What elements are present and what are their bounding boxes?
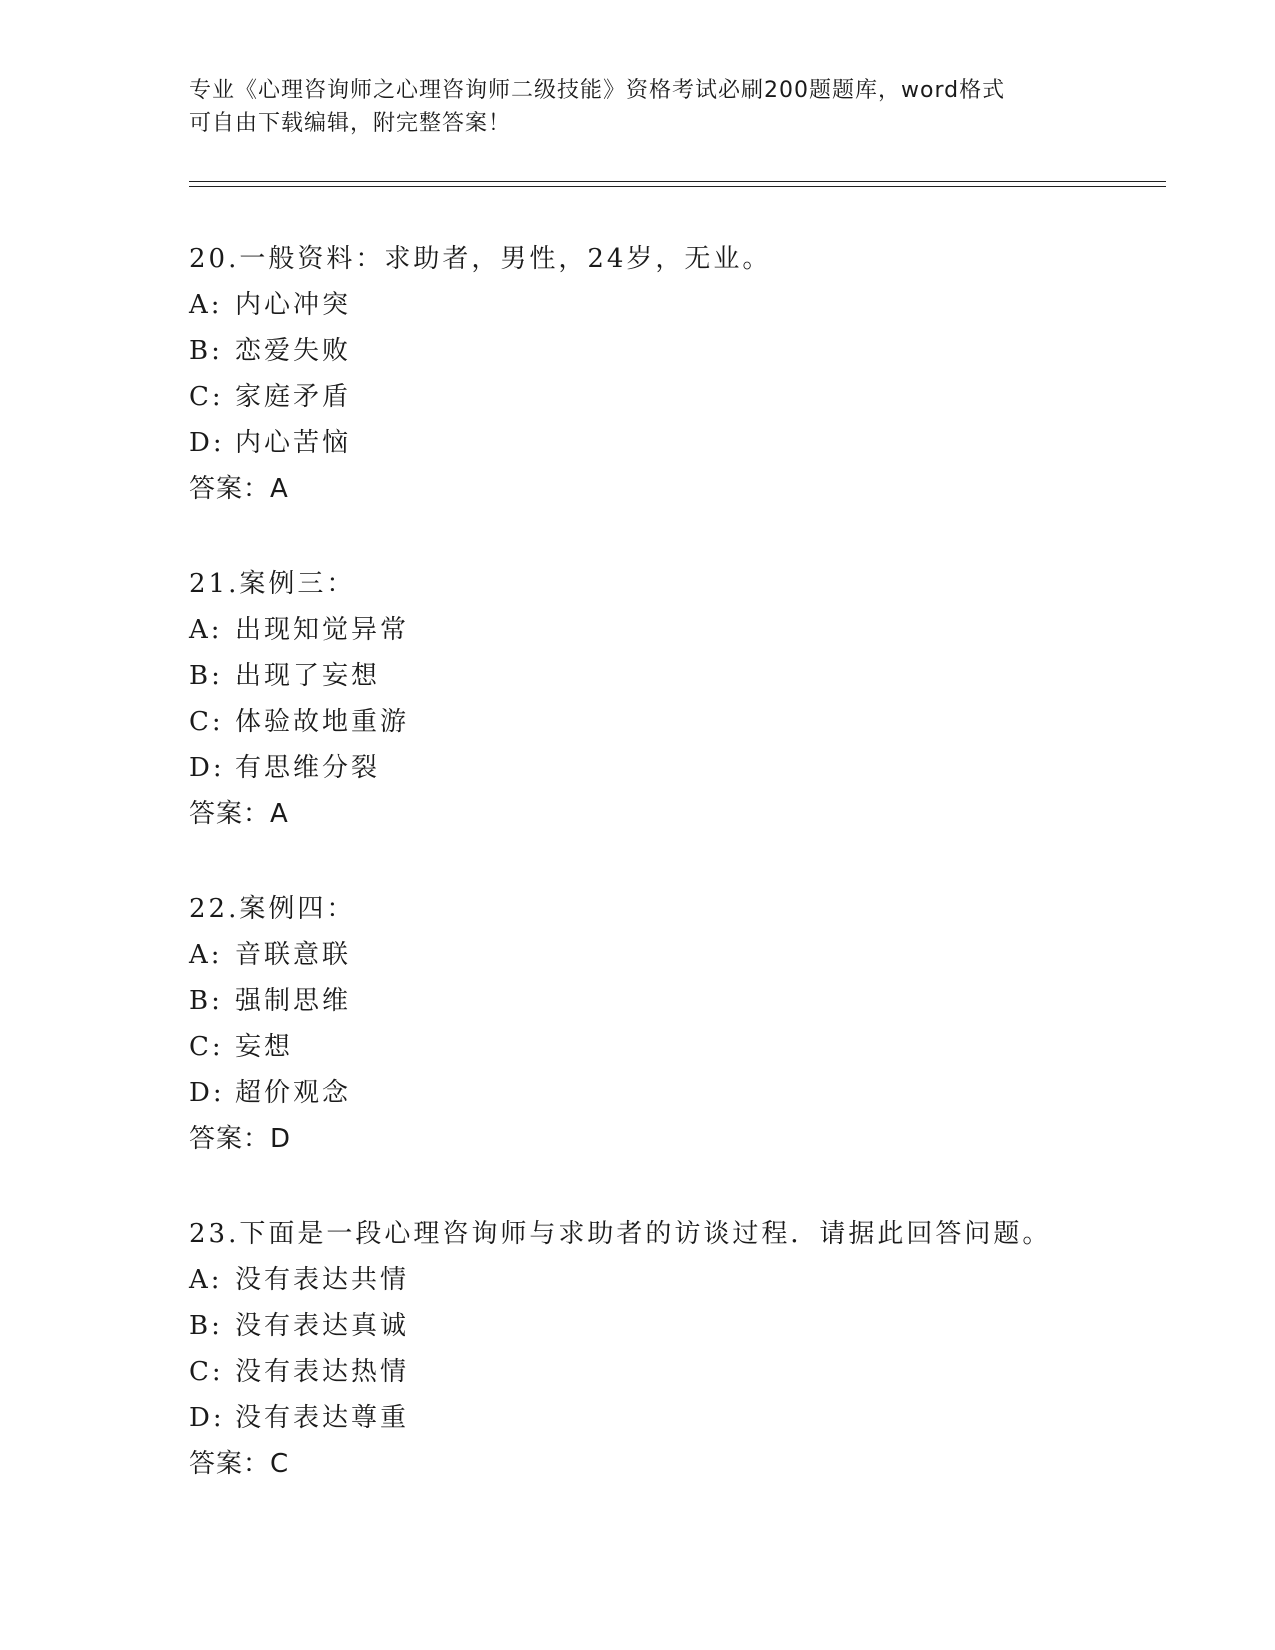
question-title: 22.案例四： [189,894,356,924]
option-text: 没有表达真诚 [235,1311,410,1341]
header-line-1: 专业《心理咨询师之心理咨询师二级技能》资格考试必刷200题题库，word格式 [189,78,1006,103]
option-letter: A: [189,290,223,320]
option-text: 出现了妄想 [235,661,381,691]
answer: 答案：D [189,1124,292,1154]
option-letter: C: [189,1357,224,1387]
option-c [189,699,1169,745]
option-text: 妄想 [235,1032,294,1062]
option-letter: D: [189,1078,225,1108]
option-letter: B: [189,336,223,366]
option-text: 没有表达共情 [235,1265,410,1295]
option-letter: C: [189,707,224,737]
option-letter: C: [189,1032,224,1062]
header-line-2: 可自由下载编辑，附完整答案！ [189,111,512,136]
option-letter: A: [189,1265,223,1295]
option-text: 没有表达尊重 [235,1403,410,1433]
question-20 [189,236,1169,512]
option-text: 内心冲突 [235,290,352,320]
question-title: 20.一般资料：求助者，男性，24岁，无业。 [189,244,772,274]
option-letter: B: [189,661,223,691]
option-text: 强制思维 [235,986,352,1016]
option-letter: D: [189,428,225,458]
option-a [189,1257,1169,1303]
option-letter: B: [189,1311,223,1341]
option-d [189,1070,1169,1116]
option-a [189,282,1169,328]
option-c [189,1349,1169,1395]
question-list [189,236,1169,1536]
option-letter: D: [189,753,225,783]
option-b [189,1303,1169,1349]
option-text: 出现知觉异常 [235,615,410,645]
option-d [189,1395,1169,1441]
option-c [189,1024,1169,1070]
option-b [189,978,1169,1024]
option-b [189,328,1169,374]
option-text: 没有表达热情 [235,1357,410,1387]
option-text: 体验故地重游 [235,707,410,737]
option-d [189,420,1169,466]
option-text: 音联意联 [235,940,352,970]
option-letter: B: [189,986,223,1016]
document-header [189,74,1089,140]
option-d [189,745,1169,791]
option-c [189,374,1169,420]
option-a [189,607,1169,653]
option-letter: A: [189,615,223,645]
option-text: 有思维分裂 [235,753,381,783]
option-letter: A: [189,940,223,970]
header-divider-top [189,181,1166,182]
option-text: 家庭矛盾 [235,382,352,412]
option-letter: C: [189,382,224,412]
answer: 答案：C [189,1449,290,1479]
option-a [189,932,1169,978]
option-text: 超价观念 [235,1078,352,1108]
question-title: 23.下面是一段心理咨询师与求助者的访谈过程．请据此回答问题。 [189,1219,1052,1249]
question-21 [189,561,1169,837]
answer: 答案：A [189,474,289,504]
option-b [189,653,1169,699]
option-letter: D: [189,1403,225,1433]
option-text: 恋爱失败 [235,336,352,366]
question-22 [189,886,1169,1162]
question-23 [189,1211,1169,1487]
header-divider-bottom [189,186,1166,187]
answer: 答案：A [189,799,289,829]
option-text: 内心苦恼 [235,428,352,458]
question-title: 21.案例三： [189,569,356,599]
